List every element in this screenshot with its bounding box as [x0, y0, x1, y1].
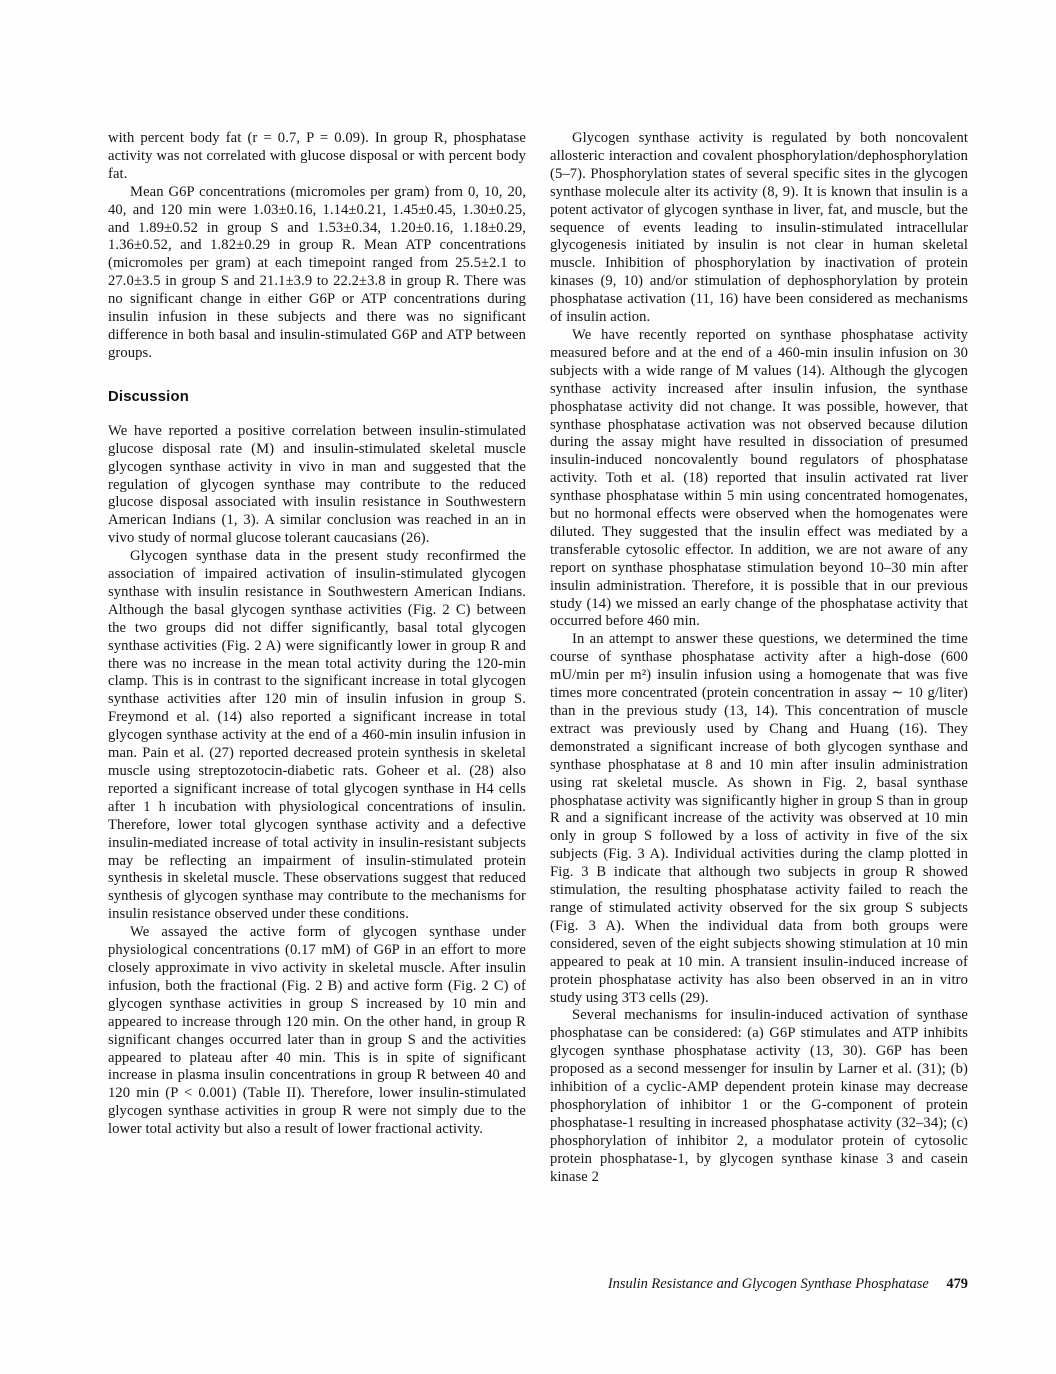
paragraph-time-course: In an attempt to answer these questions, we determined the time course of synthase phosphatase activity after a high-dose (600 mU/min per m²) insulin infusion using a homogenate that was five times more concentrated (protein concentration in assay ∼ 10 g/liter) than in the previous study (13, 14). This concentration of muscle extract was previously used by Chang and Huang (16). They demonstrated a significant increase of both glycogen synthase and synthase phosphatase at 8 and 10 min after insulin administration using rat skeletal muscle. As shown in Fig. 2, basal synthase phosphatase activity was significantly higher in group S than in group R and a significant increase of the activity was observed at 10 min only in group S followed by a loss of activity in five of the six subjects (Fig. 3 A). Individual activities during the clamp plotted in Fig. 3 B indicate that although two subjects in group R showed stimulation, the resulting phosphatase activity failed to reach the range of stimulated activity observed for the six group S subjects (Fig. 3 A). When the individual data from both groups were considered, seven of the eight subjects showing stimulation at 10 min appeared to peak at 10 min. A transient insulin-induced increase of protein phosphatase activity has also been observed in an in vitro study using 3T3 cells (29). — [550, 631, 968, 1006]
paragraph-synthase-data: Glycogen synthase data in the present study reconfirmed the association of impaired activation of insulin-stimulated glycogen synthase with insulin resistance in Southwestern American Indians. Although the basal glycogen synthase activities (Fig. 2 C) between the two groups did not differ significantly, basal total glycogen synthase activities (Fig. 2 A) were significantly lower in group R and there was no increase in the mean total activity during the 120-min clamp. This is in contrast to the significant increase in total glycogen synthase activities after 120 min of insulin infusion in group S. Freymond et al. (14) also reported a significant increase in total glycogen synthase activity at the end of a 460-min insulin infusion in man. Pain et al. (27) reported decreased protein synthesis in skeletal muscle using streptozotocin-diabetic rats. Goheer et al. (28) also reported a significant increase of total glycogen synthase in H4 cells after 1 h incubation with physiological concentrations of insulin. Therefore, lower total glycogen synthase activity and a defective insulin-mediated increase of total activity in insulin-resistant subjects may be reflecting an impairment of insulin-stimulated protein synthesis in skeletal muscle. These observations suggest that reduced synthesis of glycogen synthase may contribute to the mechanisms for insulin resistance observed under these conditions. — [108, 548, 526, 923]
discussion-heading: Discussion — [108, 388, 189, 405]
paragraph-recent-report: We have recently reported on synthase phosphatase activity measured before and at the end of a 460-min insulin infusion on 30 subjects with a wide range of M values (14). Although the glycogen synthase activity increased after insulin infusion, the synthase phosphatase activity did not change. It was possible, however, that synthase phosphatase activation was not observed because dilution during the assay might have resulted in dissociation of presumed insulin-induced noncovalently bound regulators of phosphatase activity. Toth et al. (18) reported that insulin activated rat liver synthase phosphatase within 5 min using concentrated homogenates, but no hormonal effects were observed when the homogenates were diluted. They suggested that the insulin effect was mediated by a transferable cytosolic effector. In addition, we are not aware of any report on synthase phosphatase stimulation beyond 10–30 min after insulin administration. Therefore, it is possible that in our previous study (14) we missed an early change of the phosphatase activity that occurred before 460 min. — [550, 326, 968, 630]
paragraph-g6p-atp: Mean G6P concentrations (micromoles per gram) from 0, 10, 20, 40, and 120 min were 1.03±0.16, 1.14±0.21, 1.45±0.45, 1.30±0.25, and 1.89±0.52 in group S and 1.53±0.34, 1.20±0.16, 1.18±0.29, 1.36±0.52, and 1.82±0.29 in group R. Mean ATP concentrations (micromoles per gram) at each timepoint ranged from 25.5±2.1 to 27.0±3.5 in group S and 21.1±3.9 to 22.2±3.8 in group R. There was no significant change in either G6P or ATP concentrations during insulin infusion in these subjects and there was no significant difference in both basal and insulin-stimulated G6P and ATP between groups. — [108, 183, 526, 361]
paragraph-mechanisms: Several mechanisms for insulin-induced activation of synthase phosphatase can be considered: (a) G6P stimulates and ATP inhibits glycogen synthase phosphatase activity (13, 30). G6P has been proposed as a second messenger for insulin by Larner et al. (31); (b) inhibition of a cyclic-AMP dependent protein kinase may decrease phosphorylation of inhibitor 1 or the G-component of protein phosphatase-1 resulting in increased phosphatase activity (32–34); (c) phosphorylation of inhibitor 2, a modulator protein of cytosolic protein phosphatase-1, by glycogen synthase kinase 3 and casein kinase 2 — [550, 1007, 968, 1185]
page-footer — [550, 1276, 968, 1293]
page-number: 479 — [946, 1276, 968, 1292]
paragraph-positive-correlation: We have reported a positive correlation between insulin-stimulated glucose disposal rate (M) and insulin-stimulated skeletal muscle glycogen synthase activity in vivo in man and suggested that the regulation of glycogen synthase may contribute to the reduced glucose disposal associated with insulin resistance in Southwestern American Indians (1, 3). A similar conclusion was reached in an in vivo study of normal glucose tolerant caucasians (26). — [108, 422, 526, 547]
right-column — [550, 130, 968, 1186]
paragraph-active-form-assay: We assayed the active form of glycogen synthase under physiological concentrations (0.17 mM) of G6P in an effort to more closely approximate in vivo activity in skeletal muscle. After insulin infusion, both the fractional (Fig. 2 B) and active form (Fig. 2 C) of glycogen synthase activities in group S increased by 10 min and appeared to increase through 120 min. On the other hand, in group R significant changes occurred later than in group S and the activities appeared to plateau after 40 min. This is in spite of significant increase in plasma insulin concentrations in group R between 40 and 120 min (P < 0.001) (Table II). Therefore, lower insulin-stimulated glycogen synthase activities in group R were not simply due to the lower total activity but also a result of lower fractional activity. — [108, 924, 526, 1138]
paragraph-synthase-regulation: Glycogen synthase activity is regulated by both noncovalent allosteric interaction and covalent phosphorylation/dephosphorylation (5–7). Phosphorylation states of several specific sites in the glycogen synthase molecule alter its activity (8, 9). It is known that insulin is a potent activator of glycogen synthase in liver, fat, and muscle, but the sequence of events leading to insulin-stimulated intracellular glycogenesis initiated by insulin is not clear in human skeletal muscle. Inhibition of phosphorylation by inactivation of protein kinases (9, 10) and/or stimulation of dephosphorylation by protein phosphatase activation (11, 16) have been considered as mechanisms of insulin action. — [550, 130, 968, 326]
left-column — [108, 130, 526, 1186]
running-title: Insulin Resistance and Glycogen Synthase Phosphatase — [607, 1276, 929, 1292]
paragraph-bodyfat-continuation: with percent body fat (r = 0.7, P = 0.09). In group R, phosphatase activity was not correlated with glucose disposal or with percent body fat. — [108, 130, 526, 182]
two-column-text-area — [108, 130, 968, 1186]
